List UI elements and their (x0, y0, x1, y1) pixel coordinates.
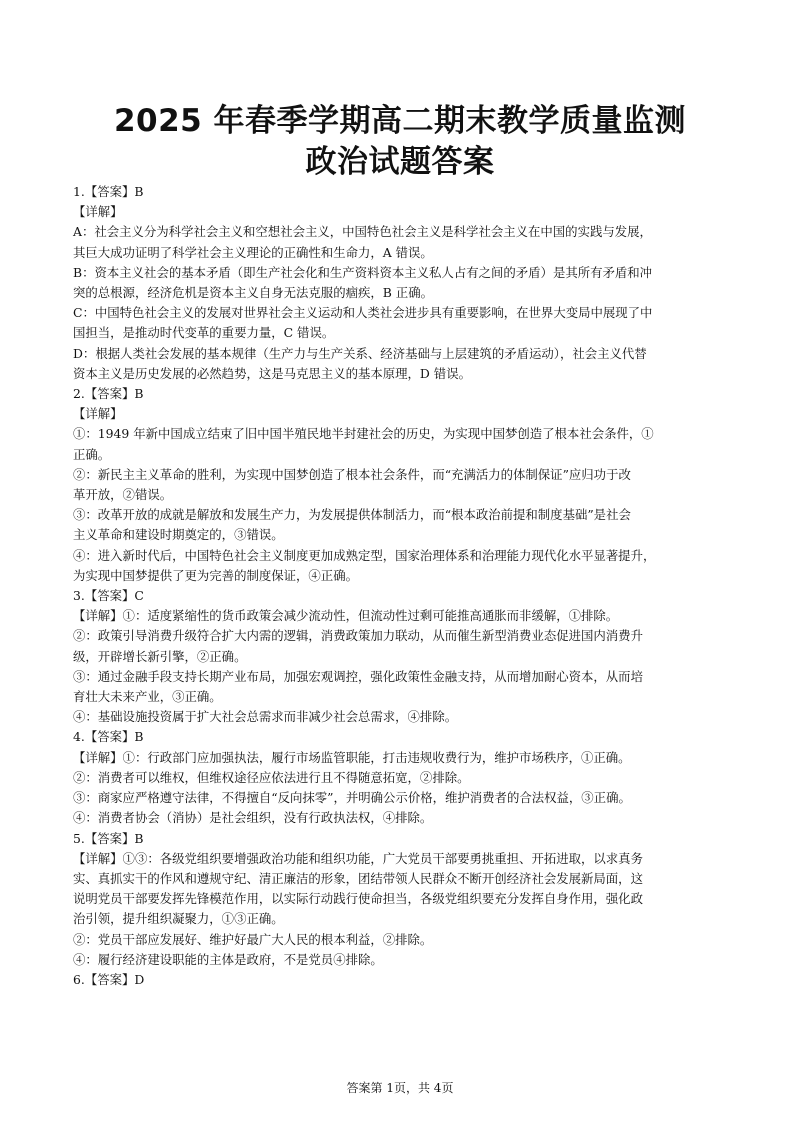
text-line: B：资本主义社会的基本矛盾（即生产社会化和生产资料资本主义私人占有之间的矛盾）是其所有矛盾和冲 (73, 264, 653, 280)
document-title: 2025 年春季学期高二期末教学质量监测 (113, 103, 687, 139)
document-subtitle: 政治试题答案 (305, 144, 495, 180)
text-line: 说明党员干部要发挥先锋模范作用，以实际行动践行使命担当，各级党组织要充分发挥自身作用，强化政 (73, 891, 643, 907)
text-line: 【详解】 (73, 204, 123, 220)
text-line: 3.【答案】C (73, 588, 144, 604)
text-line: ①：1949 年新中国成立结束了旧中国半殖民地半封建社会的历史，为实现中国梦创造了根本社会条件，① (73, 426, 654, 442)
text-line: 国担当，是推动时代变革的重要力量，C 错误。 (73, 325, 335, 341)
text-line: 1.【答案】B (73, 184, 144, 199)
page-footer: 答案第 1页，共 4页 (346, 1081, 454, 1095)
text-line: 实、真抓实干的作风和遵规守纪、清正廉洁的形象，团结带领人民群众不断开创经济社会发展新局面，这 (73, 870, 643, 886)
text-line: ④：履行经济建设职能的主体是政府，不是党员④排除。 (73, 951, 383, 967)
text-line: 【详解】 (73, 406, 123, 422)
text-line: ②：政策引导消费升级符合扩大内需的逻辑，消费政策加力联动，从而催生新型消费业态促进国内消费升 (73, 628, 643, 644)
text-line: 其巨大成功证明了科学社会主义理论的正确性和生命力，A 错误。 (73, 244, 433, 260)
text-line: 育壮大未来产业，③正确。 (73, 689, 222, 705)
text-line: ②：新民主主义革命的胜利，为实现中国梦创造了根本社会条件，而“充满活力的体制保证”应归功于改 (73, 466, 631, 482)
text-line: ②：党员干部应发展好、维护好最广大人民的根本利益，②排除。 (73, 931, 433, 947)
text-line: 为实现中国梦提供了更为完善的制度保证，④正确。 (73, 567, 358, 583)
text-line: ③：商家应严格遵守法律，不得擅自“反向抹零”，并明确公示价格，维护消费者的合法权益，③正确。 (73, 790, 631, 806)
text-line: 【详解】①：适度紧缩性的货币政策会减少流动性，但流动性过剩可能推高通胀而非缓解，①排除。 (73, 608, 619, 624)
text-line: 突的总根源，经济危机是资本主义自身无法克服的痼疾，B 正确。 (73, 285, 433, 301)
text-line: 革开放，②错误。 (73, 487, 173, 503)
text-line: D：根据人类社会发展的基本规律（生产力与生产关系、经济基础与上层建筑的矛盾运动），社会主义代替 (73, 345, 647, 361)
text-line: ③：改革开放的成就是解放和发展生产力，为发展提供体制活力，而“根本政治前提和制度基础”是社会 (73, 507, 631, 523)
text-line: 2.【答案】B (73, 386, 144, 402)
text-line: ④：基础设施投资属于扩大社会总需求而非减少社会总需求，④排除。 (73, 709, 458, 725)
text-line: 主义革命和建设时期奠定的，③错误。 (73, 527, 284, 543)
text-line: 5.【答案】B (73, 830, 144, 846)
text-line: ③：通过金融手段支持长期产业布局，加强宏观调控，强化政策性金融支持，从而增加耐心资本，从而培 (73, 668, 643, 684)
text-line: 正确。 (73, 446, 111, 462)
text-line: ④：消费者协会（消协）是社会组织，没有行政执法权，④排除。 (73, 810, 433, 826)
text-line: 4.【答案】B (73, 729, 144, 745)
answer-content (73, 182, 733, 990)
text-line: 治引领，提升组织凝聚力，①③正确。 (73, 911, 284, 927)
text-line: 【详解】①③：各级党组织要增强政治功能和组织功能，广大党员干部要勇挑重担、开拓进取，以求真务 (73, 850, 643, 866)
text-line: ④：进入新时代后，中国特色社会主义制度更加成熟定型，国家治理体系和治理能力现代化水平显著提升， (73, 547, 656, 563)
text-line: ②：消费者可以维权，但维权途径应依法进行且不得随意拓宽，②排除。 (73, 769, 470, 785)
text-line: C：中国特色社会主义的发展对世界社会主义运动和人类社会进步具有重要影响，在世界大变局中展现了中 (73, 305, 653, 321)
text-line: A：社会主义分为科学社会主义和空想社会主义，中国特色社会主义是科学社会主义在中国的实践与发展， (73, 224, 652, 240)
text-line: 【详解】①：行政部门应加强执法，履行市场监管职能，打击违规收费行为，维护市场秩序，①正确。 (73, 749, 631, 765)
text-line: 级，开辟增长新引擎，②正确。 (73, 648, 247, 664)
text-line: 6.【答案】D (73, 971, 145, 987)
text-line: 资本主义是历史发展的必然趋势，这是马克思主义的基本原理，D 错误。 (73, 365, 471, 381)
